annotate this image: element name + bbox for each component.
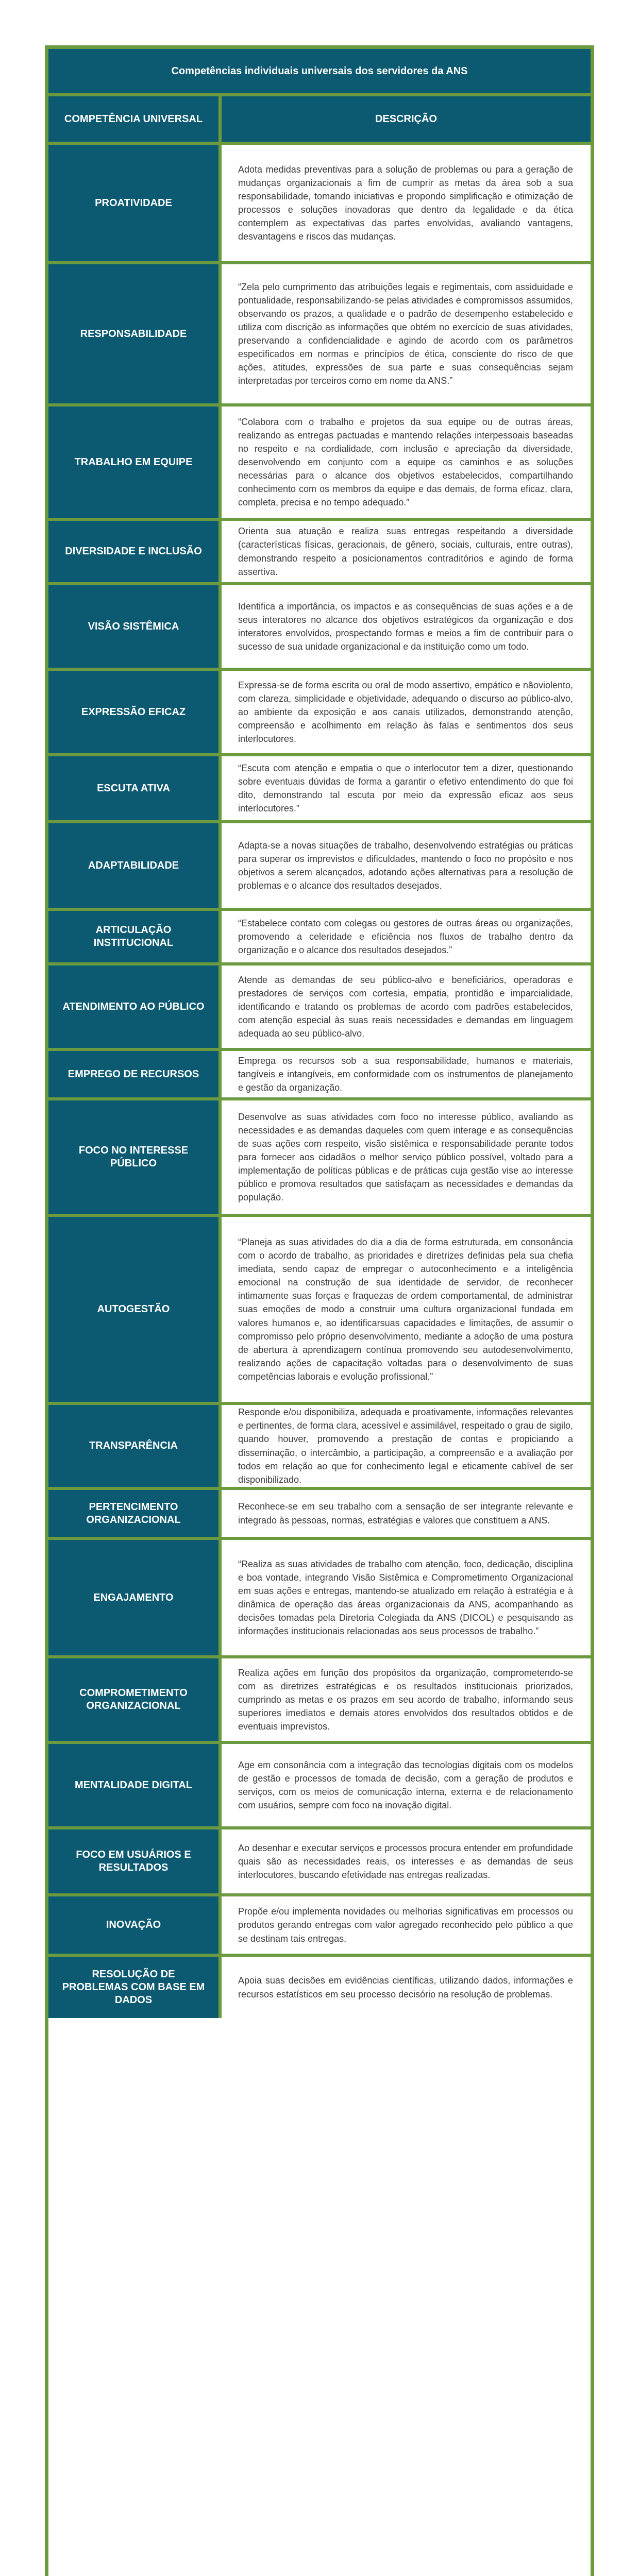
competencies-table xyxy=(45,45,594,2576)
competency-description xyxy=(222,965,591,1048)
competency-name: ADAPTABILIDADE xyxy=(48,823,222,908)
table-row xyxy=(48,1490,591,1540)
column-header-description: DESCRIÇÃO xyxy=(222,96,591,145)
competency-name: FOCO NO INTERESSE PÚBLICO xyxy=(48,1100,222,1214)
competency-name: TRABALHO EM EQUIPE xyxy=(48,406,222,518)
table-row xyxy=(48,145,591,264)
description-text: Responde e/ou disponibiliza, adequada e proativamente, informações relevantes e pertinentes, de forma clara, acessível e assimilável, respeitado o grau de sigilo, quando houver, promovendo a prestação de contas e propiciando a disseminação, o intercâmbio, a participação, a compreensão e a avaliação por todos em relação ao que for conhecimento legal e eticamente cabível de ser disponibilizado. xyxy=(238,1407,573,1485)
competency-description xyxy=(222,1490,591,1537)
table-row xyxy=(48,585,591,671)
description-text: “Planeja as suas atividades do dia a dia de forma estruturada, em consonância com o acordo de trabalho, as prioridades e diretrizes definidas pela sua chefia imediata, sendo capaz de empregar o autoconhecimento e a inteligência emocional na construção de sua identidade de servidor, de reconhecer intimamente suas forças e fraquezas de ordem comportamental, de administrar suas emoções de modo a construir uma cultura organizacional fundada em valores humanos e, ao identificarsuas capacidades e limitações, de assumir o compromisso pelo próprio desenvolvimento, mediante a adoção de uma postura de abertura à aprendizagem contínua promovendo seu autodesenvolvimento, realizando ações de capacitação voltadas para o desenvolvimento de suas competências laborais e evolução profissional.” xyxy=(238,1236,573,1382)
competency-name: ESCUTA ATIVA xyxy=(48,756,222,820)
table-row xyxy=(48,965,591,1051)
competency-name: AUTOGESTÃO xyxy=(48,1217,222,1402)
competency-name: PERTENCIMENTO ORGANIZACIONAL xyxy=(48,1490,222,1537)
competency-description xyxy=(222,1540,591,1655)
table-row xyxy=(48,823,591,911)
description-text: Orienta sua atuação e realiza suas entregas respeitando a diversidade (características físicas, geracionais, de gênero, sociais, culturais, entre outras), demonstrando respeito a posicionamentos contraditórios e agindo de forma assertiva. xyxy=(238,526,573,577)
competency-description xyxy=(222,911,591,962)
table-row xyxy=(48,1658,591,1744)
competency-description xyxy=(222,1744,591,1826)
table-row xyxy=(48,521,591,585)
competency-description xyxy=(222,756,591,820)
description-text: Identifica a importância, os impactos e as consequências de suas ações e a de seus interatores no alcance dos objetivos estratégicos da organização e dos interatores envolvidos, prospectando formas e meios a fim de contribuir para o sucesso de sua unidade organizacional e da instituição como um todo. xyxy=(238,601,573,652)
table-row xyxy=(48,264,591,406)
table-title: Competências individuais universais dos servidores da ANS xyxy=(48,49,591,96)
competency-description xyxy=(222,1405,591,1487)
competency-description xyxy=(222,1051,591,1097)
description-text: Age em consonância com a integração das tecnologias digitais com os modelos de gestão e processos de tomada de decisão, com a geração de produtos e serviços, com os meios de comunicação interna, externa e de relacionamento com usuários, sempre com foco na inovação digital. xyxy=(238,1759,573,1811)
description-text: Reconhece-se em seu trabalho com a sensação de ser integrante relevante e integrado às pessoas, normas, estratégias e valores que constituem a ANS. xyxy=(238,1501,573,1526)
table-row xyxy=(48,671,591,756)
competency-name: ATENDIMENTO AO PÚBLICO xyxy=(48,965,222,1048)
description-text: “Realiza as suas atividades de trabalho com atenção, foco, dedicação, disciplina e boa vontade, integrando Visão Sistêmica e Comprometimento Organizacional em suas ações e entregas, mantendo-se atualizado em relação à estratégia e à dinâmica de operação das áreas organizacionais da ANS, acompanhando as decisões tomadas pela Diretoria Colegiada da ANS (DICOL) e pesquisando as informações institucionais relacionadas aos seus processos de trabalho.” xyxy=(238,1558,573,1637)
table-row xyxy=(48,1829,591,1896)
competency-name: ARTICULAÇÃO INSTITUCIONAL xyxy=(48,911,222,962)
table-row xyxy=(48,1957,591,2018)
competency-description xyxy=(222,406,591,518)
description-text: “Colabora com o trabalho e projetos da sua equipe ou de outras áreas, realizando as entregas pactuadas e mantendo relações interpessoais baseadas no respeito e na cordialidade, com inclusão e apreciação da diversidade, desenvolvendo em conjunto com a equipe os caminhos e as soluções necessárias para o alcance dos objetivos estabelecidos, compartilhando conhecimento com os membros da equipe e das demais, de forma eficaz, clara, completa, precisa e no tempo adequado.” xyxy=(238,416,573,508)
competency-name: TRANSPARÊNCIA xyxy=(48,1405,222,1487)
description-text: Apoia suas decisões em evidências científicas, utilizando dados, informações e recursos estatísticos em seu processo decisório na resolução de problemas. xyxy=(238,1975,573,1999)
description-text: “Escuta com atenção e empatia o que o interlocutor tem a dizer, questionando sobre eventuais dúvidas de forma a garantir o efetivo entendimento do que foi dito, demonstrando tal escuta por meio da expressão eficaz aos seus interlocutores.” xyxy=(238,762,573,814)
table-row xyxy=(48,1744,591,1829)
table-row xyxy=(48,406,591,521)
column-header-competency: COMPETÊNCIA UNIVERSAL xyxy=(48,96,222,145)
table-body xyxy=(48,145,591,2576)
competency-description xyxy=(222,1896,591,1954)
competency-name: DIVERSIDADE E INCLUSÃO xyxy=(48,521,222,582)
competency-name: EXPRESSÃO EFICAZ xyxy=(48,671,222,753)
competency-description xyxy=(222,1658,591,1741)
competency-name: VISÃO SISTÊMICA xyxy=(48,585,222,668)
competency-name: MENTALIDADE DIGITAL xyxy=(48,1744,222,1826)
table-row xyxy=(48,1100,591,1217)
competency-description xyxy=(222,264,591,403)
description-text: “Zela pelo cumprimento das atribuições legais e regimentais, com assiduidade e pontualidade, responsabilizando-se pelas atividades e compromissos assumidos, observando os prazos, a qualidade e o padrão de desempenho estabelecido e utiliza com discrição as informações que obtém no exercício de suas atividades, preservando a confidencialidade e agindo de acordo com os parâmetros especificados em normas e princípios de ética, consciente do risco de que ações, atitudes, expressões de sua parte e suas consequências sejam interpretadas por terceiros como em nome da ANS.” xyxy=(238,281,573,386)
competency-name: ENGAJAMENTO xyxy=(48,1540,222,1655)
description-text: Adota medidas preventivas para a solução de problemas ou para a geração de mudanças organizacionais a fim de cumprir as metas da área sob a sua responsabilidade, tomando iniciativas e propondo simplificação e otimização de processos e soluções inovadoras que dentro da legalidade e da ética contemplem as expectativas das partes envolvidas, avaliando vantagens, desvantagens e riscos das mudanças. xyxy=(238,164,573,242)
table-row xyxy=(48,1540,591,1658)
competency-description xyxy=(222,671,591,753)
description-text: Realiza ações em função dos propósitos da organização, comprometendo-se com as diretrizes estratégicas e os resultados institucionais priorizados, cumprindo as metas e os prazos em seu acordo de trabalho, informando seus superiores imediatos e demais atores envolvidos dos resultados obtidos e de eventuais imprevistos. xyxy=(238,1667,573,1732)
competency-name: PROATIVIDADE xyxy=(48,145,222,261)
competency-name: EMPREGO DE RECURSOS xyxy=(48,1051,222,1097)
competency-description xyxy=(222,1217,591,1402)
competency-description xyxy=(222,145,591,261)
competency-description xyxy=(222,1100,591,1214)
competency-description xyxy=(222,585,591,668)
competency-name: COMPROMETIMENTO ORGANIZACIONAL xyxy=(48,1658,222,1741)
description-text: Desenvolve as suas atividades com foco no interesse público, avaliando as necessidades e as demandas daqueles com quem interage e as consequências de suas ações com respeito, visão sistêmica e responsabilidade perante todos para fornecer aos cidadãos o melhor serviço público possível, voltado para a implementação de políticas públicas e de práticas cuja gestão vise ao interesse público e promova resultados que satisfaçam as necessidades e demandas da população. xyxy=(238,1111,573,1203)
table-row xyxy=(48,1217,591,1405)
competency-name: INOVAÇÃO xyxy=(48,1896,222,1954)
description-text: Propõe e/ou implementa novidades ou melhorias significativas em processos ou produtos gerando entregas com valor agregado reconhecido pelo público a que se destinam tais entregas. xyxy=(238,1906,573,1944)
table-row xyxy=(48,911,591,965)
competency-name: FOCO EM USUÁRIOS E RESULTADOS xyxy=(48,1829,222,1893)
table-row xyxy=(48,1051,591,1100)
competency-description xyxy=(222,1829,591,1893)
competency-description xyxy=(222,1957,591,2018)
description-text: “Estabelece contato com colegas ou gestores de outras áreas ou organizações, promovendo a celeridade e eficiência nos fluxos de trabalho dentro da organização e o alcance dos resultados desejados.” xyxy=(238,918,573,956)
description-text: Expressa-se de forma escrita ou oral de modo assertivo, empático e nãoviolento, com clareza, simplicidade e objetividade, adequando o discurso ao público-alvo, ao ambiente da exposição e aos canais utilizados, demonstrando atenção, compreensão e acolhimento em relação às falas e sentimentos dos seus interlocutores. xyxy=(238,680,573,744)
competency-name: RESOLUÇÃO DE PROBLEMAS COM BASE EM DADOS xyxy=(48,1957,222,2018)
description-text: Emprega os recursos sob a sua responsabilidade, humanos e materiais, tangíveis e intangíveis, em conformidade com os instrumentos de planejamento e gestão da organização. xyxy=(238,1055,573,1093)
competency-description xyxy=(222,823,591,908)
description-text: Ao desenhar e executar serviços e processos procura entender em profundidade quais são as necessidades reais, os interesses e as demandas de seus interlocutores, buscando efetividade nas entregas realizadas. xyxy=(238,1842,573,1880)
competency-name: RESPONSABILIDADE xyxy=(48,264,222,403)
table-row xyxy=(48,1405,591,1490)
description-text: Adapta-se a novas situações de trabalho, desenvolvendo estratégias ou práticas para superar os imprevistos e dificuldades, mantendo o foco no propósito e nos objetivos a serem alcançados, adotando ações alternativas para a resolução de problemas e o alcance dos resultados desejados. xyxy=(238,840,573,891)
competency-description xyxy=(222,521,591,582)
table-row xyxy=(48,1896,591,1957)
table-row xyxy=(48,756,591,823)
description-text: Atende as demandas de seu público-alvo e beneficiários, operadoras e prestadores de serviços com cortesia, empatia, prontidão e imparcialidade, identificando e tratando os problemas de acordo com padrões estabelecidos, com atenção especial às suas reais necessidades e demandas em linguagem adequada ao seu público-alvo. xyxy=(238,974,573,1039)
